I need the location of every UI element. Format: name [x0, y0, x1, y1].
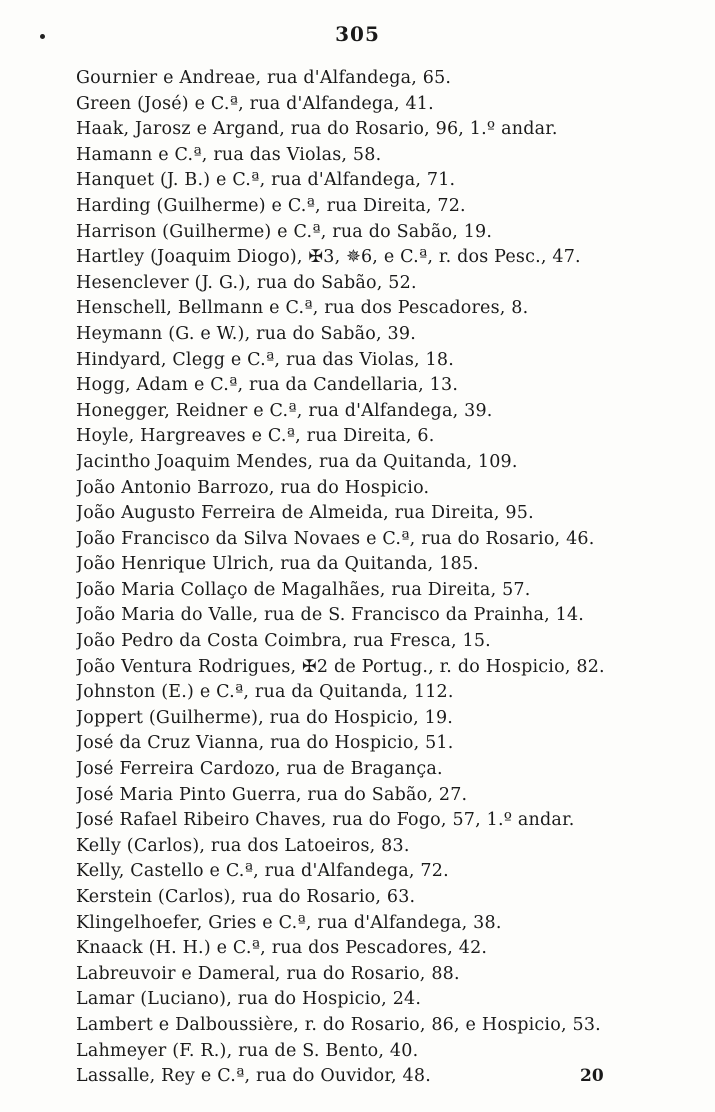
directory-entry: Johnston (E.) e C.ª, rua da Quitanda, 112. [76, 682, 454, 703]
directory-entry: Lahmeyer (F. R.), rua de S. Bento, 40. [76, 1040, 419, 1061]
directory-entry: José Ferreira Cardozo, rua de Bragança. [76, 759, 443, 780]
directory-entry: Hoyle, Hargreaves e C.ª, rua Direita, 6. [76, 426, 435, 447]
directory-entry: Green (José) e C.ª, rua d'Alfandega, 41. [76, 93, 434, 114]
directory-entry: Harding (Guilherme) e C.ª, rua Direita, 72. [76, 195, 466, 216]
directory-entry: João Augusto Ferreira de Almeida, rua Direita, 95. [76, 503, 534, 524]
directory-entry: Henschell, Bellmann e C.ª, rua dos Pescadores, 8. [76, 298, 529, 319]
directory-list [76, 66, 696, 1090]
signature-mark: 20 [580, 1066, 604, 1086]
directory-entry: Kerstein (Carlos), rua do Rosario, 63. [76, 887, 416, 907]
directory-entry: Jacintho Joaquim Mendes, rua da Quitanda, 109. [76, 451, 518, 472]
page-number: 305 [335, 22, 380, 46]
directory-entry: José Rafael Ribeiro Chaves, rua do Fogo, 57, 1.º andar. [76, 810, 575, 831]
directory-entry: Hamann e C.ª, rua das Violas, 58. [76, 144, 382, 165]
directory-entry: Heymann (G. e W.), rua do Sabão, 39. [76, 323, 416, 344]
directory-entry: João Francisco da Silva Novaes e C.ª, rua do Rosario, 46. [76, 528, 595, 549]
directory-entry: João Maria do Valle, rua de S. Francisco da Prainha, 14. [76, 605, 585, 626]
directory-entry: Kelly (Carlos), rua dos Latoeiros, 83. [76, 835, 410, 856]
directory-entry: Knaack (H. H.) e C.ª, rua dos Pescadores, 42. [76, 938, 488, 959]
directory-entry: Kelly, Castello e C.ª, rua d'Alfandega, 72. [76, 861, 449, 882]
directory-entry: João Pedro da Costa Coimbra, rua Fresca, 15. [76, 631, 491, 652]
directory-entry: José da Cruz Vianna, rua do Hospicio, 51. [76, 733, 454, 754]
directory-entry: João Antonio Barrozo, rua do Hospicio. [76, 477, 430, 498]
directory-entry: Klingelhoefer, Gries e C.ª, rua d'Alfandega, 38. [76, 912, 502, 933]
directory-entry: Hindyard, Clegg e C.ª, rua das Violas, 18. [76, 349, 454, 370]
directory-entry: João Henrique Ulrich, rua da Quitanda, 185. [76, 554, 479, 575]
directory-entry: João Ventura Rodrigues, ✠2 de Portug., r. do Hospicio, 82. [76, 656, 605, 677]
directory-entry: José Maria Pinto Guerra, rua do Sabão, 27. [76, 784, 468, 805]
directory-entry: Joppert (Guilherme), rua do Hospicio, 19. [76, 707, 454, 728]
directory-entry: Haak, Jarosz e Argand, rua do Rosario, 96, 1.º andar. [76, 119, 558, 140]
directory-entry: Hogg, Adam e C.ª, rua da Candellaria, 13. [76, 375, 459, 396]
directory-entry: Hesenclever (J. G.), rua do Sabão, 52. [76, 272, 417, 293]
directory-entry: Lambert e Dalboussière, r. do Rosario, 86, e Hospicio, 53. [76, 1014, 601, 1035]
directory-entry: Harrison (Guilherme) e C.ª, rua do Sabão, 19. [76, 221, 493, 242]
directory-entry: Labreuvoir e Dameral, rua do Rosario, 88. [76, 963, 460, 984]
directory-entry: Hanquet (J. B.) e C.ª, rua d'Alfandega, 71. [76, 170, 456, 191]
directory-entry: Gournier e Andreae, rua d'Alfandega, 65. [76, 68, 452, 88]
directory-entry: Honegger, Reidner e C.ª, rua d'Alfandega, 39. [76, 400, 493, 421]
directory-entry: Lamar (Luciano), rua do Hospicio, 24. [76, 989, 422, 1010]
directory-entry: Lassalle, Rey e C.ª, rua do Ouvidor, 48. [76, 1066, 431, 1087]
directory-entry: João Maria Collaço de Magalhães, rua Direita, 57. [76, 579, 531, 600]
directory-entry: Hartley (Joaquim Diogo), ✠3, ✵6, e C.ª, r. dos Pesc., 47. [76, 247, 581, 268]
